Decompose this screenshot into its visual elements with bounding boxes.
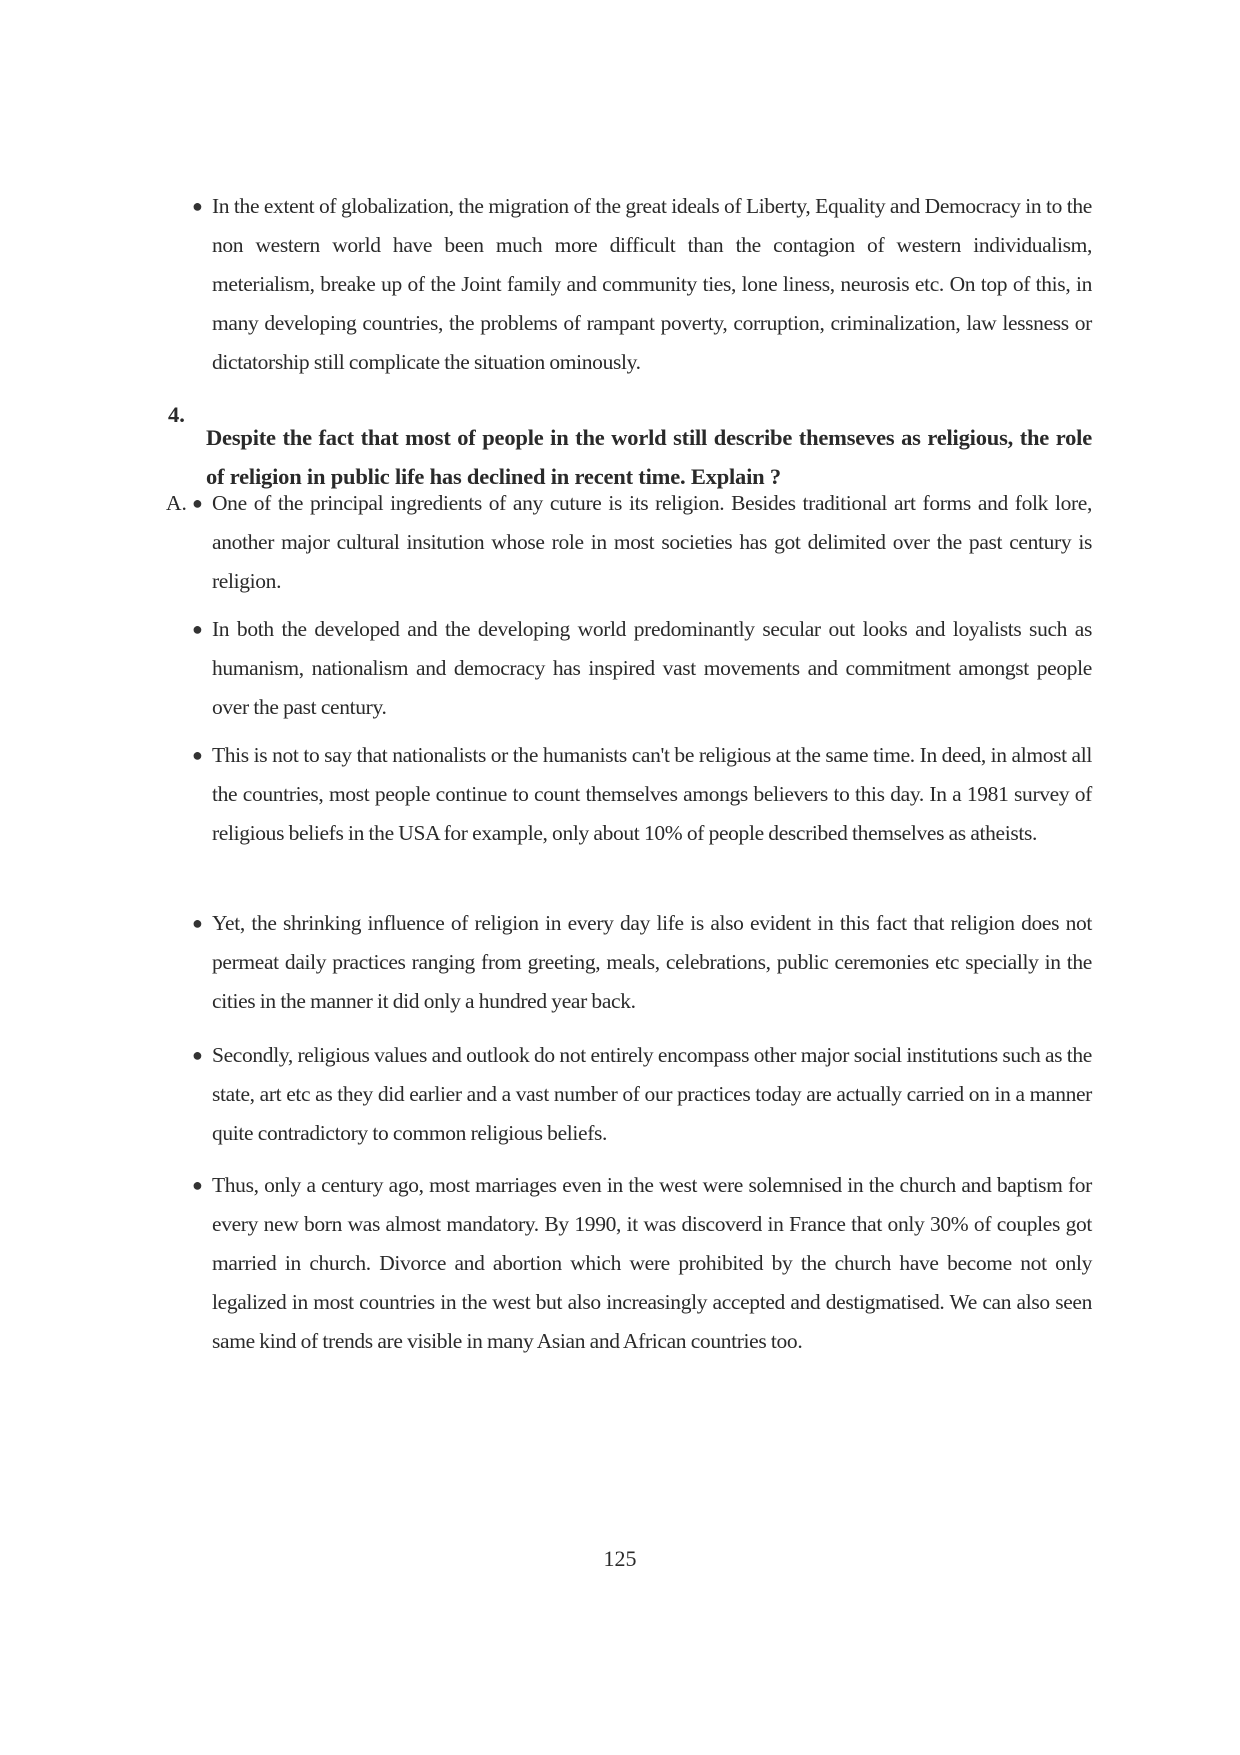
answer-bullet-item bbox=[192, 1036, 1092, 1153]
bullet-text: Secondly, religious values and outlook do not entirely encompass other major social institutions such as the state, art etc as they did earlier and a vast number of our practices today are actually carried on in a manner quite contradictory to common religious beliefs. bbox=[212, 1043, 1092, 1145]
question-text: Despite the fact that most of people in the world still describe themseves as religious, the role of religion in public life has declined in recent time. Explain ? bbox=[206, 424, 1092, 489]
bullet-text: One of the principal ingredients of any cuture is its religion. Besides traditional art forms and folk lore, another major cultural insitution whose role in most societies has got delimited over the past century is religion. bbox=[212, 491, 1092, 593]
bullet-text: Thus, only a century ago, most marriages even in the west were solemnised in the church and baptism for every new born was almost mandatory. By 1990, it was discoverd in France that only 30% of couples got married in church. Divorce and abortion which were prohibited by the church have become not only legalized in most countries in the west but also increasingly accepted and destigmatised. We can also seen same kind of trends are visible in many Asian and African countries too. bbox=[212, 1173, 1092, 1353]
bullet-icon: ● bbox=[192, 1175, 203, 1195]
answer-bullet-item bbox=[192, 1166, 1092, 1361]
bullet-text: Yet, the shrinking influence of religion in every day life is also evident in this fact that religion does not permeat daily practices ranging from greeting, meals, celebrations, public ceremonies etc specially in the cities in the manner it did only a hundred year back. bbox=[212, 911, 1092, 1013]
answer-bullet-item bbox=[192, 736, 1092, 853]
answer-label: A. bbox=[166, 491, 187, 515]
bullet-text: This is not to say that nationalists or the humanists can't be religious at the same time. In deed, in almost all the countries, most people continue to count themselves amongs believers to this day. In a 1981 survey of religious beliefs in the USA for example, only about 10% of people described themselves as atheists. bbox=[212, 743, 1092, 845]
bullet-icon: ● bbox=[192, 1045, 203, 1065]
bullet-icon: ● bbox=[192, 196, 203, 216]
bullet-icon: ● bbox=[192, 619, 203, 639]
answer-bullet-item bbox=[192, 610, 1092, 727]
intro-bullet-item bbox=[192, 187, 1092, 382]
bullet-icon: ● bbox=[192, 913, 203, 933]
bullet-text: In the extent of globalization, the migration of the great ideals of Liberty, Equality and Democracy in to the non western world have been much more difficult than the contagion of western individualism, meterialism, breake up of the Joint family and community ties, lone liness, neurosis etc. On top of this, in many developing countries, the problems of rampant poverty, corruption, criminalization, law lessness or dictatorship still complicate the situation ominously. bbox=[212, 194, 1092, 374]
bullet-text: In both the developed and the developing world predominantly secular out looks and loyalists such as humanism, nationalism and democracy has inspired vast movements and commitment amongst people over the past century. bbox=[212, 617, 1092, 719]
question-number: 4. bbox=[168, 402, 185, 427]
answer-bullet-item bbox=[192, 904, 1092, 1021]
bullet-icon: ● bbox=[192, 493, 203, 513]
bullet-icon: ● bbox=[192, 745, 203, 765]
answer-bullet-item bbox=[192, 484, 1092, 601]
page-number: 125 bbox=[603, 1546, 637, 1571]
